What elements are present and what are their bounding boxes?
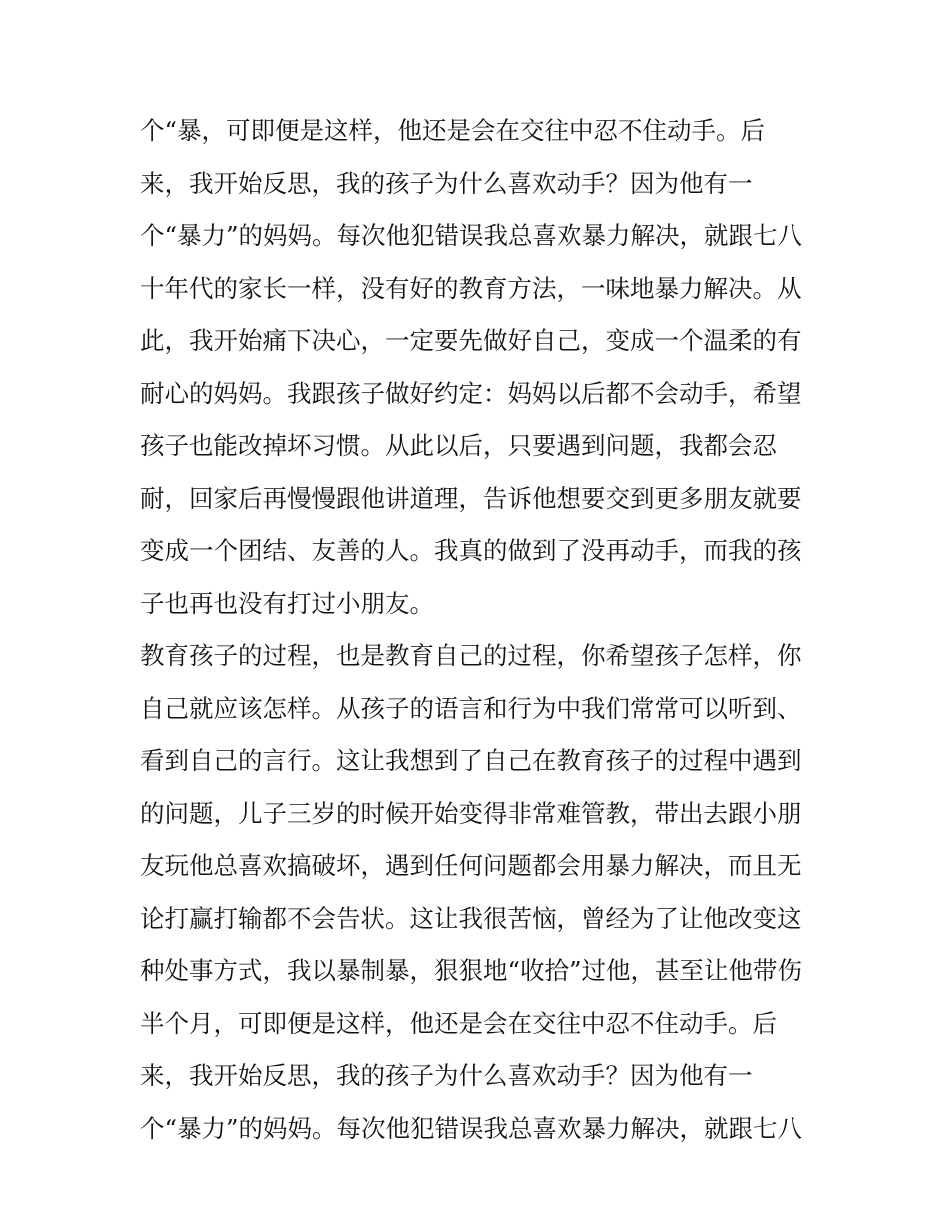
text-line-14: 的问题，儿子三岁的时候开始变得非常难管教，带出去跟小朋: [140, 798, 802, 828]
body-text: [140, 105, 820, 1155]
text-line-15: 友玩他总喜欢搞破坏，遇到任何问题都会用暴力解决，而且无: [140, 851, 802, 880]
text-line-13: 看到自己的言行。这让我想到了自己在教育孩子的过程中遇到: [140, 746, 802, 775]
text-line-19: 来，我开始反思，我的孩子为什么喜欢动手？因为他有一: [140, 1061, 753, 1090]
text-line-17: 种处事方式，我以暴制暴，狠狠地“收拾”过他，甚至让他带伤: [140, 956, 803, 985]
text-line-11: 教育孩子的过程，也是教育自己的过程，你希望孩子怎样，你: [140, 641, 802, 670]
text-line-2: 来，我开始反思，我的孩子为什么喜欢动手？因为他有一: [140, 168, 753, 198]
text-line-8: 耐，回家后再慢慢跟他讲道理，告诉他想要交到更多朋友就要: [140, 483, 802, 513]
text-line-6: 耐心的妈妈。我跟孩子做好约定：妈妈以后都不会动手，希望: [140, 378, 802, 408]
text-line-1: 个“暴，可即便是这样，他还是会在交往中忍不住动手。后: [140, 116, 766, 145]
text-line-10: 子也再也没有打过小朋友。: [140, 588, 434, 618]
text-line-4: 十年代的家长一样，没有好的教育方法，一味地暴力解决。从: [140, 273, 802, 303]
text-line-18: 半个月，可即便是这样，他还是会在交往中忍不住动手。后: [140, 1008, 777, 1038]
text-line-16: 论打赢打输都不会告状。这让我很苦恼，曾经为了让他改变这: [140, 903, 802, 933]
text-line-7: 孩子也能改掉坏习惯。从此以后，只要遇到问题，我都会忍: [140, 431, 777, 460]
text-line-5: 此，我开始痛下决心，一定要先做好自己，变成一个温柔的有: [140, 326, 802, 355]
text-line-9: 变成一个团结、友善的人。我真的做到了没再动手，而我的孩: [140, 536, 802, 565]
text-line-3: 个“暴力”的妈妈。每次他犯错误我总喜欢暴力解决，就跟七八: [140, 221, 803, 250]
text-line-20: 个“暴力”的妈妈。每次他犯错误我总喜欢暴力解决，就跟七八: [140, 1113, 803, 1143]
text-line-12: 自己就应该怎样。从孩子的语言和行为中我们常常可以听到、: [140, 693, 802, 723]
